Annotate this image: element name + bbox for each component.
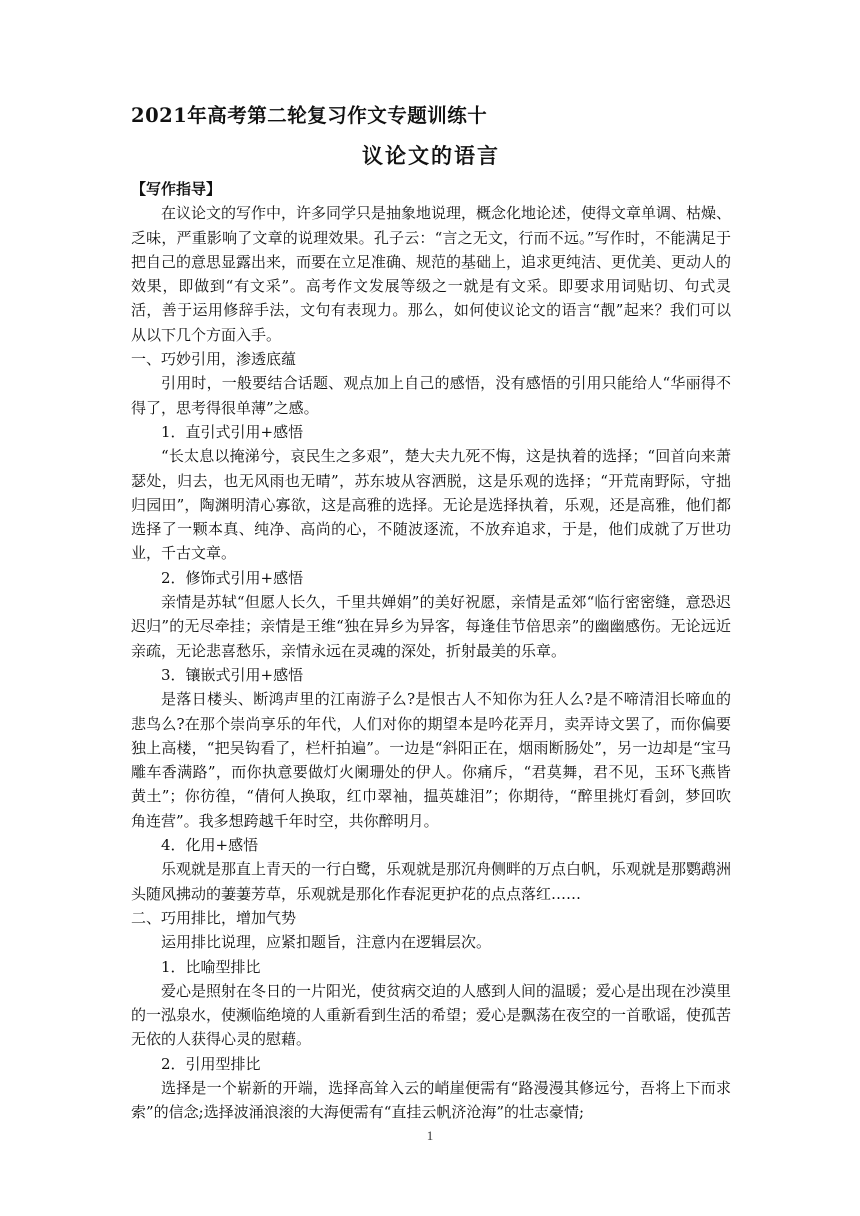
subsection-heading: 2．修饰式引用+感悟 <box>161 568 304 587</box>
subsection-heading: 1．比喻型排比 <box>161 957 261 976</box>
paragraph: “长太息以掩涕兮，哀民生之多艰”，楚大夫九死不悔，这是执着的选择；“回首向来萧瑟处，归去，也无风雨也无晴”，苏东坡从容洒脱，这是乐观的选择；“开荒南野际，守拙归园田”，陶渊明清心寡欲，这是高雅的选择。无论是选择执着，乐观，还是高雅，他们都选择了一颗本真、纯净、高尚的心，不随波逐流，不放弃追求，于是，他们成就了万世功业，千古文章。 <box>131 447 731 563</box>
paragraph: 爱心是照射在冬日的一片阳光，使贫病交迫的人感到人间的温暖；爱心是出现在沙漠里的一泓泉水，使濒临绝境的人重新看到生活的希望；爱心是飘荡在夜空的一首歌谣，使孤苦无依的人获得心灵的慰藉。 <box>131 981 732 1049</box>
subsection-heading: 1．直引式引用+感悟 <box>161 422 304 441</box>
paragraph: 是落日楼头、断鸿声里的江南游子么?是恨古人不知你为狂人么?是不啼清泪长啼血的悲鸟么?在那个崇尚享乐的年代，人们对你的期望本是吟花弄月，卖弄诗文罢了，而你偏要独上高楼，“把吴钩看了，栏杆拍遍”。一边是“斜阳正在，烟雨断肠处”，另一边却是“宝马雕车香满路”，而你执意要做灯火阑珊处的伊人。你痛斥，“君莫舞，君不见，玉环飞燕皆黄土”；你彷徨，“倩何人换取，红巾翠袖，揾英雄泪”；你期待，“醉里挑灯看剑，梦回吹角连营”。我多想跨越千年时空，共你醉明月。 <box>131 690 731 830</box>
section-heading-parallelism: 二、巧用排比，增加气势 <box>131 908 297 927</box>
page-number: 1 <box>426 1128 434 1143</box>
intro-paragraph: 在议论文的写作中，许多同学只是抽象地说理，概念化地论述，使得文章单调、枯燥、乏味，严重影响了文章的说理效果。孔子云：“言之无文，行而不远。”写作时，不能满足于把自己的意思显露出来，而要在立足准确、规范的基础上，追求更纯洁、更优美、更动人的效果，即做到“有文采”。高考作文发展等级之一就是有文采。即要求用词贴切、句式灵活，善于运用修辞手法，文句有表现力。那么，如何使议论文的语言“靓”起来？我们可以从以下几个方面入手。 <box>131 204 732 344</box>
paragraph: 引用时，一般要结合话题、观点加上自己的感悟，没有感悟的引用只能给人“华丽得不得了，思考得很单薄”之感。 <box>131 374 731 417</box>
writing-guide-heading: 【写作指导】 <box>131 180 222 198</box>
document-body <box>131 103 731 1125</box>
document-subtitle: 议论文的语言 <box>362 143 500 168</box>
subsection-heading: 4．化用+感悟 <box>161 836 259 855</box>
paragraph: 选择是一个崭新的开端，选择高耸入云的峭崖便需有“路漫漫其修远兮，吾将上下而求索”的信念;选择波涌浪滚的大海便需有“直挂云帆济沧海”的壮志豪情; <box>131 1078 731 1122</box>
paragraph: 乐观就是那直上青天的一行白鹭，乐观就是那沉舟侧畔的万点白帆，乐观就是那鹦鹉洲头随风拂动的萋萋芳草，乐观就是那化作春泥更护花的点点落红…… <box>131 860 732 903</box>
paragraph: 运用排比说理，应紧扣题旨，注意内在逻辑层次。 <box>161 933 492 952</box>
paragraph: 亲情是苏轼“但愿人长久，千里共婵娟”的美好祝愿，亲情是孟郊“临行密密缝，意恐迟迟归”的无尽牵挂；亲情是王维“独在异乡为异客，每逢佳节倍思亲”的幽幽感伤。无论远近亲疏，无论悲喜愁乐，亲情永远在灵魂的深处，折射最美的乐章。 <box>131 593 731 660</box>
document-title: 2021年高考第二轮复习作文专题训练十 <box>131 104 488 127</box>
subsection-heading: 2．引用型排比 <box>161 1054 261 1073</box>
section-heading-quotation: 一、巧妙引用，渗透底蕴 <box>131 350 297 369</box>
subsection-heading: 3．镶嵌式引用+感悟 <box>161 665 304 684</box>
